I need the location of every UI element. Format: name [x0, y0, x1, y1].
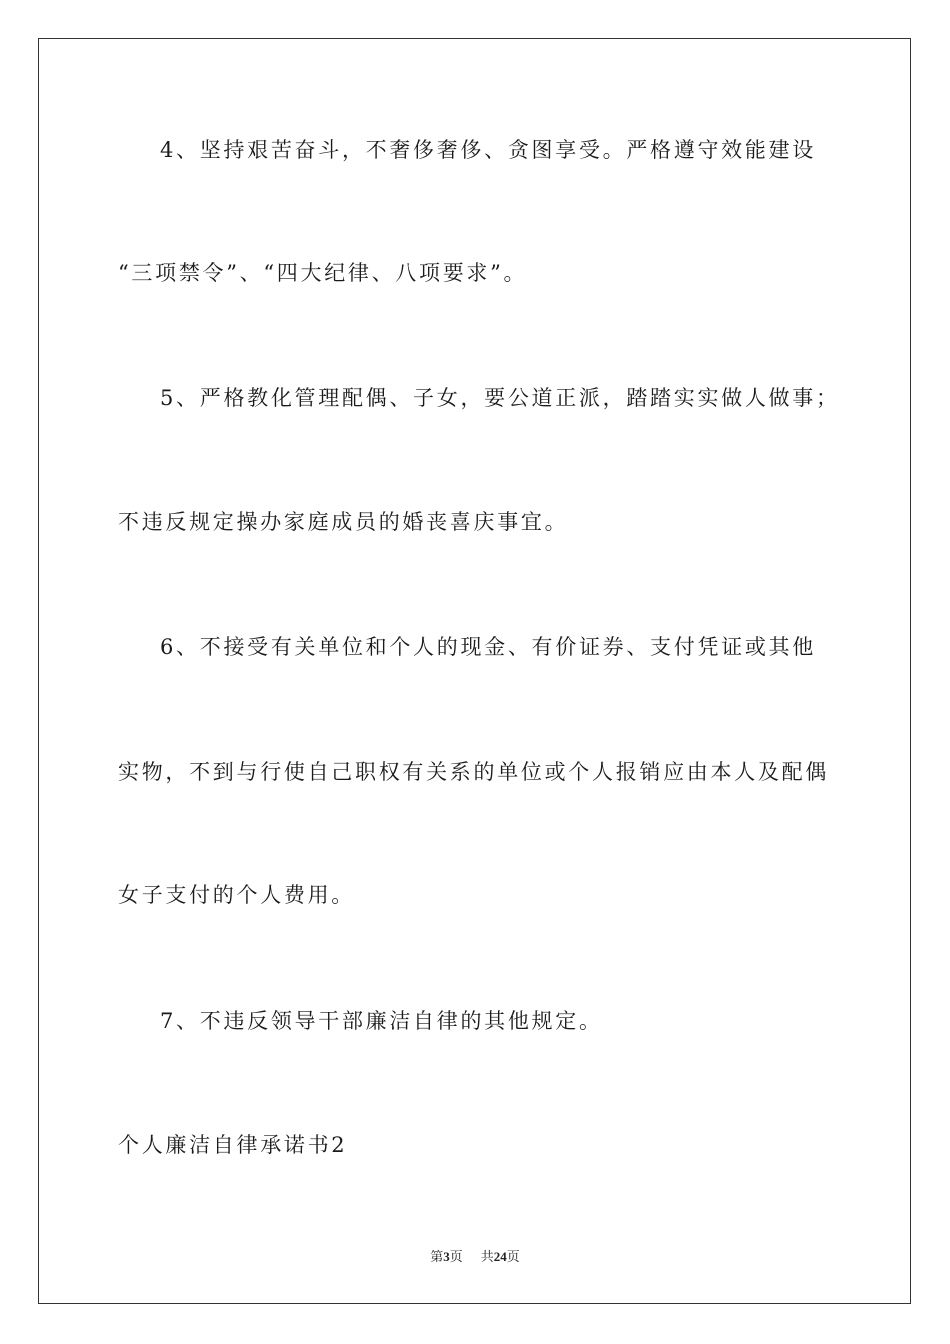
- total-prefix: 共: [480, 1250, 494, 1265]
- paragraph-5-line-2: 不违反规定操办家庭成员的婚丧喜庆事宜。: [118, 510, 569, 534]
- page-prefix: 第: [430, 1250, 444, 1265]
- paragraph-4-line-1: 4、坚持艰苦奋斗，不奢侈奢侈、贪图享受。严格遵守效能建设: [160, 138, 816, 162]
- page-suffix: 页: [449, 1250, 463, 1265]
- section-title: 个人廉洁自律承诺书2: [118, 1133, 348, 1157]
- paragraph-6-line-2: 实物，不到与行使自己职权有关系的单位或个人报销应由本人及配偶: [118, 760, 829, 784]
- paragraph-6-line-1: 6、不接受有关单位和个人的现金、有价证券、支付凭证或其他: [160, 635, 816, 659]
- page-frame: [38, 38, 911, 1304]
- paragraph-5-line-1: 5、严格教化管理配偶、子女，要公道正派，踏踏实实做人做事；: [160, 386, 840, 410]
- page-current: 3: [443, 1249, 450, 1264]
- page-total: 24: [493, 1249, 507, 1264]
- paragraph-6-line-3: 女子支付的个人费用。: [118, 883, 355, 907]
- page-footer: [0, 1246, 950, 1265]
- paragraph-4-line-2: “三项禁令”、“四大纪律、八项要求”。: [118, 261, 528, 285]
- total-suffix: 页: [506, 1250, 520, 1265]
- paragraph-7-line-1: 7、不违反领导干部廉洁自律的其他规定。: [160, 1009, 603, 1033]
